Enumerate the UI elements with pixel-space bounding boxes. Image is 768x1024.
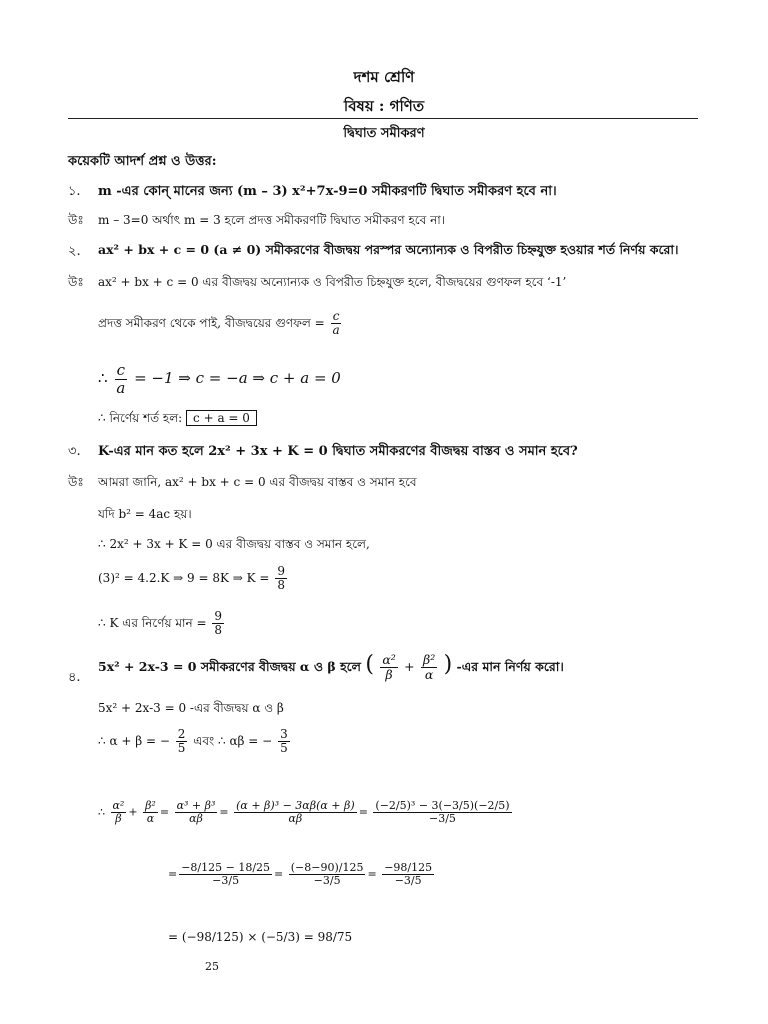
q4-frac-b: $\frac{\text{β²}}{\alpha}$ <box>422 652 436 682</box>
q3-line5: ∴ K এর নির্ণেয় মান = $\frac{9}{8}$ <box>98 609 222 638</box>
q2-number: ২. <box>68 244 81 259</box>
q2-answer-box: c + a = 0 <box>186 410 257 426</box>
q4-big-frac-c: $\frac{\text{α³ + β³}}{\alpha\beta}$ <box>176 799 216 826</box>
q3-line3: ∴ 2x² + 3x + K = 0 এর বীজদ্বয় বাস্তব ও সমান হলে, <box>98 537 370 551</box>
q1-number: ১. <box>68 184 81 199</box>
q2-answer: ax² + bx + c = 0 এর বীজদ্বয় অন্যোন্যক ও বিপরীত চিহ্নযুক্ত হলে, বীজদ্বয়ের গুণফল হবে ‘-1’ <box>98 275 567 289</box>
q2-line2-text: প্রদত্ত সমীকরণ থেকে পাই, বীজদ্বয়ের গুণফল = <box>98 316 325 331</box>
q2-line2 <box>98 310 344 337</box>
q4-frac-a: $\frac{\text{α²}}{\beta}$ <box>382 652 396 682</box>
q4-big-frac-b: $\frac{\text{β²}}{\alpha}$ <box>145 799 156 826</box>
intro-heading: কয়েকটি আদর্শ প্রশ্ন ও উত্তর: <box>68 154 217 169</box>
q3-question: K-এর মান কত হলে 2x² + 3x + K = 0 দ্বিঘাত সমীকরণের বীজদ্বয় বাস্তব ও সমান হবে? <box>98 444 578 459</box>
q2-question: ax² + bx + c = 0 (a ≠ 0) সমীকরণের বীজদ্বয় পরস্পর অন্যোন্যক ও বিপরীত চিহ্নযুক্ত হওয়ার শর্ত নির্ণয় করো। <box>98 242 679 257</box>
q4-step3: = (−98/125) × (−5/3) = 98/75 <box>168 930 353 944</box>
q2-answer-label: উঃ <box>68 275 84 289</box>
q3-line2: যদি b² = 4ac হয়। <box>98 507 192 521</box>
q4-step2-frac-c: $\frac{-98/125}{-3/5}$ <box>384 861 433 888</box>
q4-frac-3-5: $\frac{3}{5}$ <box>280 727 288 756</box>
q4-big-frac-e: $\frac{\text{(−2/5)³ − 3(−3/5)(−2/5)}}{-3/5}$ <box>375 799 510 826</box>
q3-answer-label: উঃ <box>68 475 84 489</box>
q1-answer-label: উঃ <box>68 213 84 227</box>
q2-line3: ∴ $\frac{c}{a}$ = −1 ⇒ c = −a ⇒ c + a = 0 <box>98 361 341 397</box>
q2-line4: ∴ নির্ণেয় শর্ত হল: c + a = 0 <box>98 410 257 430</box>
chapter-title: দ্বিঘাত সমীকরণ <box>343 126 425 141</box>
q4-step2-frac-a: $\frac{-8/125 - 18/25}{-3/5}$ <box>181 861 271 888</box>
q3-line4: (3)² = 4.2.K ⇒ 9 = 8K ⇒ K = $\frac{9}{8}$ <box>98 564 285 593</box>
q2-fraction-c-over-a: $\frac{c}{a}$ <box>332 309 340 338</box>
subject-title: বিষয় : গণিত <box>343 97 425 115</box>
q4-big-frac-d: $\frac{\text{(α + β)³ − 3αβ(α + β)}}{\alpha\beta}$ <box>236 799 355 826</box>
q3-answer: আমরা জানি, ax² + bx + c = 0 এর বীজদ্বয় বাস্তব ও সমান হবে <box>98 475 417 489</box>
q4-big-equation: ∴ $\frac{\text{α²}}{\beta}$ + $\frac{\text{β²}}{\alpha}$ = $\frac{\text{α³ + β³}}{\alpha\beta}$ = $\frac{\text{(α + β)³ − 3αβ(α + β)}}{\alpha\beta}$ = $\frac{\text{(−2/5)³ − 3(−3/5)(−2/5)}}{-3/5}$ <box>98 799 510 826</box>
q4-question: 5x² + 2x-3 = 0 সমীকরণের বীজদ্বয় α ও β হলে ( $\frac{\text{α²}}{\beta}$ + $\frac{\text{β²}}{\alpha}$ ) -এর মান নির্ণয় করো। <box>98 652 564 682</box>
q1-question: m -এর কোন্ মানের জন্য (m – 3) x²+7x-9=0 সমীকরণটি দ্বিঘাত সমীকরণ হবে না। <box>98 184 557 199</box>
q4-step2-frac-b: $\frac{(-8-90)/125}{-3/5}$ <box>290 861 364 888</box>
q4-line1: 5x² + 2x-3 = 0 -এর বীজদ্বয় α ও β <box>98 701 284 715</box>
header-rule <box>68 118 698 119</box>
class-title: দশম শ্রেণি <box>353 68 415 86</box>
q3-result-fraction: $\frac{9}{8}$ <box>214 609 222 638</box>
page-number: 25 <box>205 960 219 973</box>
q4-line2: ∴ α + β = − $\frac{2}{5}$ এবং ∴ αβ = − $\frac{3}{5}$ <box>98 727 288 756</box>
q4-frac-2-5: $\frac{2}{5}$ <box>177 727 186 756</box>
q4-big-frac-a: $\frac{\text{α²}}{\beta}$ <box>112 799 125 826</box>
q4-number: ৪. <box>68 670 81 685</box>
q1-answer: m – 3=0 অর্থাৎ m = 3 হলে প্রদত্ত সমীকরণটি দ্বিঘাত সমীকরণ হবে না। <box>98 213 446 227</box>
q3-fraction-9-over-8: $\frac{9}{8}$ <box>277 564 285 593</box>
q2-line3-fraction: $\frac{c}{a}$ <box>116 361 126 397</box>
q4-step2: = $\frac{-8/125 - 18/25}{-3/5}$ = $\frac{(-8-90)/125}{-3/5}$ = $\frac{-98/125}{-3/5}$ <box>168 861 433 888</box>
q3-number: ৩. <box>68 444 81 459</box>
